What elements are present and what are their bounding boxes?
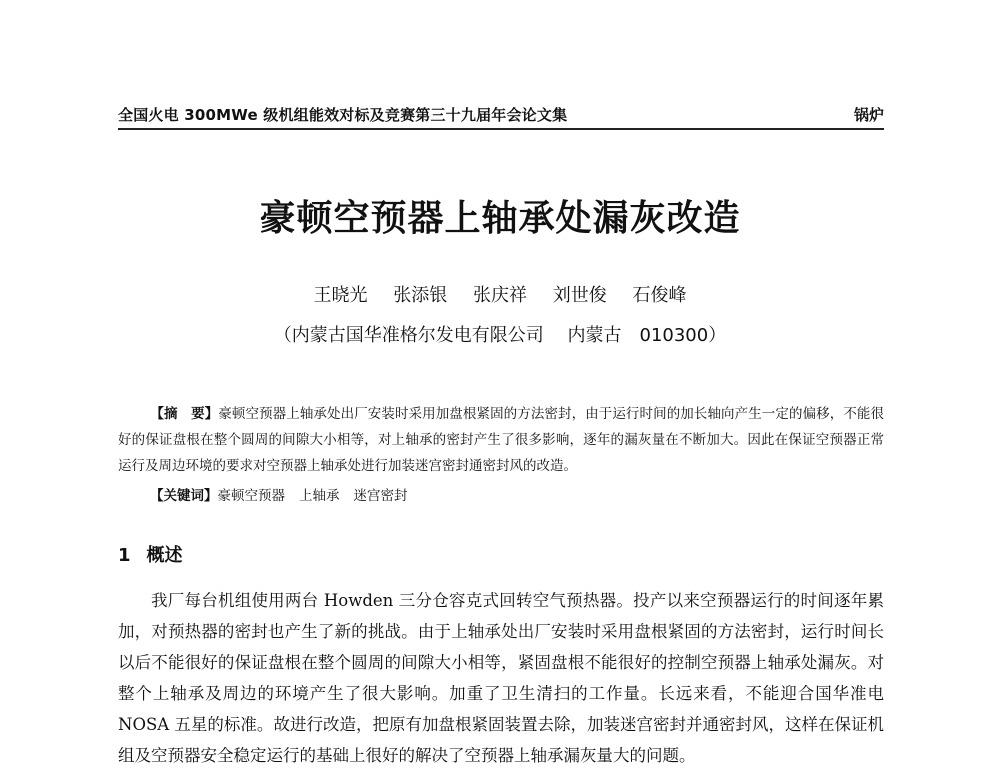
author: 张添银 xyxy=(393,285,448,306)
running-header-section: 锅炉 xyxy=(853,106,884,124)
section-heading xyxy=(118,541,183,567)
keywords-label: 【关键词】 xyxy=(150,488,218,504)
paper-title: 豪顿空预器上轴承处漏灰改造 xyxy=(259,198,741,239)
abstract xyxy=(118,401,884,479)
abstract-label: 【摘 要】 xyxy=(150,406,219,422)
section-number: 1 xyxy=(118,545,131,566)
author: 刘世俊 xyxy=(552,285,607,306)
abstract-text: 豪顿空预器上轴承处出厂安装时采用加盘根紧固的方法密封，由于运行时间的加长轴向产生一定的偏移，不能很好的保证盘根在整个圆周的间隙大小相等，对上轴承的密封产生了很多影响，逐年的漏灰量在不断加大。因此在保证空预器正常运行及周边环境的要求对空预器上轴承处进行加装迷宫密封通密封风的改造。 xyxy=(118,406,885,474)
keyword: 豪顿空预器 xyxy=(217,488,285,504)
author-list xyxy=(0,281,1000,307)
author: 石俊峰 xyxy=(632,285,687,306)
section-body: 我厂每台机组使用两台 Howden 三分仓容克式回转空气预热器。投产以来空预器运行的时间逐年累加，对预热器的密封也产生了新的挑战。由于上轴承处出厂安装时采用盘根紧固的方法密封，运行时间长以后不能很好的保证盘根在整个圆周的间隙大小相等，紧固盘根不能很好的控制空预器上轴承处漏灰。对整个上轴承及周边的环境产生了很大影响。加重了卫生清扫的工作量。长远来看，不能迎合国华准电 NOSA 五星的标准。故进行改造，把原有加盘根紧固装置去除，加装迷宫密封并通密封风，这样在保证机组及空预器安全稳定运行的基础上很好的解决了空预器上轴承漏灰量大的问题。 xyxy=(118,591,884,765)
section-title: 概述 xyxy=(146,545,183,566)
keyword: 迷宫密封 xyxy=(353,488,408,504)
author: 王晓光 xyxy=(313,285,368,306)
keyword: 上轴承 xyxy=(299,488,340,504)
keywords xyxy=(150,483,884,509)
affiliation: （内蒙古国华准格尔发电有限公司 内蒙古 010300） xyxy=(273,325,727,346)
author: 张庆祥 xyxy=(473,285,527,306)
running-header-title: 全国火电 300MWe 级机组能效对标及竞赛第三十九届年会论文集 xyxy=(118,106,568,124)
header-rule xyxy=(118,128,884,130)
